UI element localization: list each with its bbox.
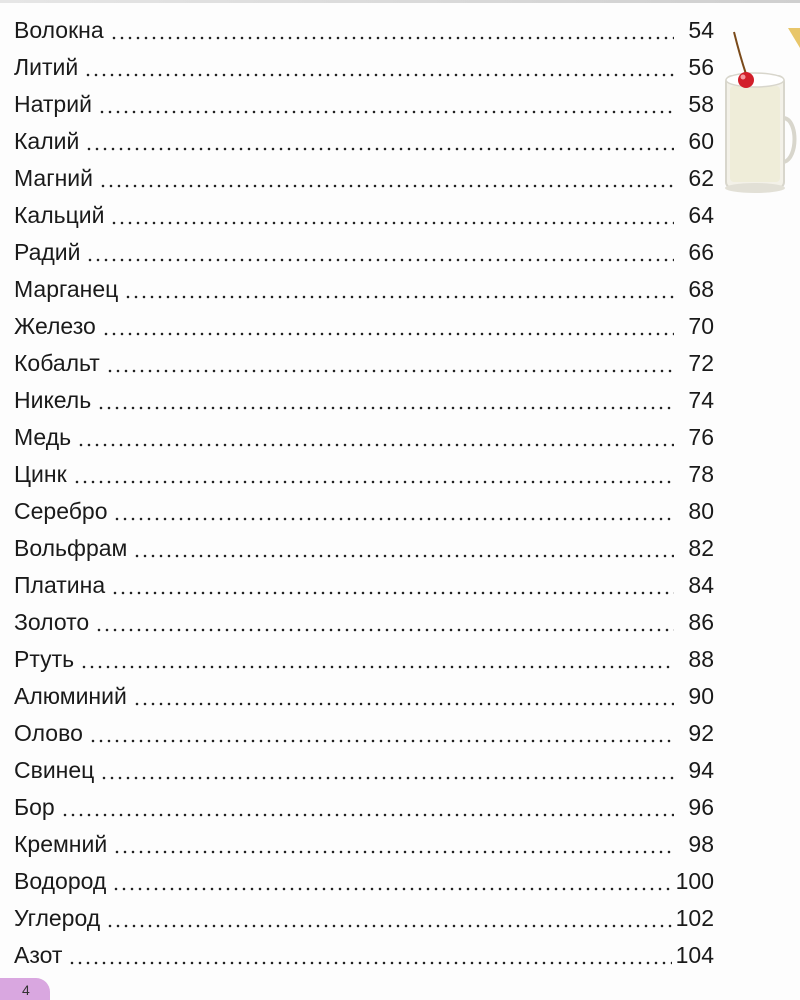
cocktail-glass-illustration [720,28,800,198]
toc-entry [14,86,714,123]
dot-leader [106,369,674,373]
toc-entry-page: 88 [688,646,714,672]
toc-entry-page: 64 [688,202,714,228]
top-rule [0,0,800,3]
dot-leader [102,332,674,336]
toc-entry [14,937,714,974]
toc-entry-title: Платина [14,572,106,598]
toc-entry [14,567,714,604]
toc-entry-title: Ртуть [14,646,75,672]
dot-leader [98,110,674,114]
dot-leader [133,702,674,706]
toc-entry [14,456,714,493]
toc-entry-title: Углерод [14,905,101,931]
toc-entry-page: 96 [688,794,714,820]
toc-entry-title: Азот [14,942,63,968]
dot-leader [84,73,674,77]
toc-entry-title: Кобальт [14,350,100,376]
dot-leader [110,221,674,225]
toc-entry-page: 84 [688,572,714,598]
toc-entry-title: Волокна [14,17,104,43]
toc-entry-page: 56 [688,54,714,80]
toc-entry [14,530,714,567]
toc-entry [14,271,714,308]
toc-entry-title: Никель [14,387,92,413]
toc-entry-page: 68 [688,276,714,302]
dot-leader [73,480,674,484]
toc-entry-page: 98 [688,831,714,857]
toc-entry-page: 100 [675,868,714,894]
toc-entry-page: 80 [688,498,714,524]
toc-entry-title: Медь [14,424,72,450]
dot-leader [113,850,674,854]
dot-leader [124,295,674,299]
dot-leader [80,665,674,669]
dot-leader [111,591,674,595]
toc-entry-page: 78 [688,461,714,487]
toc-entry [14,308,714,345]
toc-entry [14,604,714,641]
dot-leader [68,961,671,965]
toc-entry [14,789,714,826]
toc-entry [14,234,714,271]
toc-entry [14,123,714,160]
toc-entry-page: 72 [688,350,714,376]
toc-entry [14,12,714,49]
toc-entry [14,49,714,86]
toc-entry-title: Радий [14,239,81,265]
dot-leader [100,776,674,780]
toc-entry [14,678,714,715]
dot-leader [99,184,674,188]
toc-entry [14,345,714,382]
dot-leader [112,887,671,891]
dot-leader [77,443,674,447]
toc-entry-page: 54 [688,17,714,43]
toc-entry [14,419,714,456]
toc-entry-page: 74 [688,387,714,413]
toc-entry-page: 58 [688,91,714,117]
toc-entry [14,197,714,234]
toc-entry-page: 66 [688,239,714,265]
toc-entry-page: 102 [675,905,714,931]
toc-entry-title: Железо [14,313,96,339]
toc-entry-page: 60 [688,128,714,154]
toc-entry [14,900,714,937]
dot-leader [113,517,674,521]
toc-entry-title: Алюминий [14,683,127,709]
dot-leader [95,628,674,632]
toc-entry-page: 62 [688,165,714,191]
toc-entry-title: Вольфрам [14,535,128,561]
dot-leader [86,258,674,262]
dot-leader [110,36,674,40]
toc-entry [14,826,714,863]
toc-entry [14,715,714,752]
toc-entry-title: Олово [14,720,83,746]
toc-entry [14,493,714,530]
toc-entry-title: Литий [14,54,79,80]
toc-entry-title: Золото [14,609,90,635]
toc-entry-page: 92 [688,720,714,746]
toc-entry-page: 70 [688,313,714,339]
toc-entry [14,752,714,789]
dot-leader [61,813,674,817]
table-of-contents [14,12,714,974]
dot-leader [133,554,674,558]
dot-leader [106,924,671,928]
toc-entry-title: Марганец [14,276,119,302]
toc-entry-page: 90 [688,683,714,709]
toc-entry-page: 86 [688,609,714,635]
dot-leader [97,406,674,410]
toc-entry-page: 94 [688,757,714,783]
page-number: 4 [22,982,30,998]
toc-entry-title: Свинец [14,757,95,783]
toc-entry-title: Натрий [14,91,92,117]
toc-entry-page: 104 [675,942,714,968]
toc-entry [14,641,714,678]
toc-entry-title: Бор [14,794,55,820]
toc-entry-title: Магний [14,165,93,191]
toc-entry [14,382,714,419]
dot-leader [85,147,674,151]
toc-entry-title: Кальций [14,202,105,228]
toc-entry-title: Калий [14,128,80,154]
toc-entry-page: 76 [688,424,714,450]
toc-entry-title: Серебро [14,498,108,524]
toc-entry [14,160,714,197]
dot-leader [89,739,674,743]
toc-entry-title: Водород [14,868,107,894]
toc-entry-title: Кремний [14,831,108,857]
toc-entry-title: Цинк [14,461,67,487]
toc-entry [14,863,714,900]
toc-entry-page: 82 [688,535,714,561]
